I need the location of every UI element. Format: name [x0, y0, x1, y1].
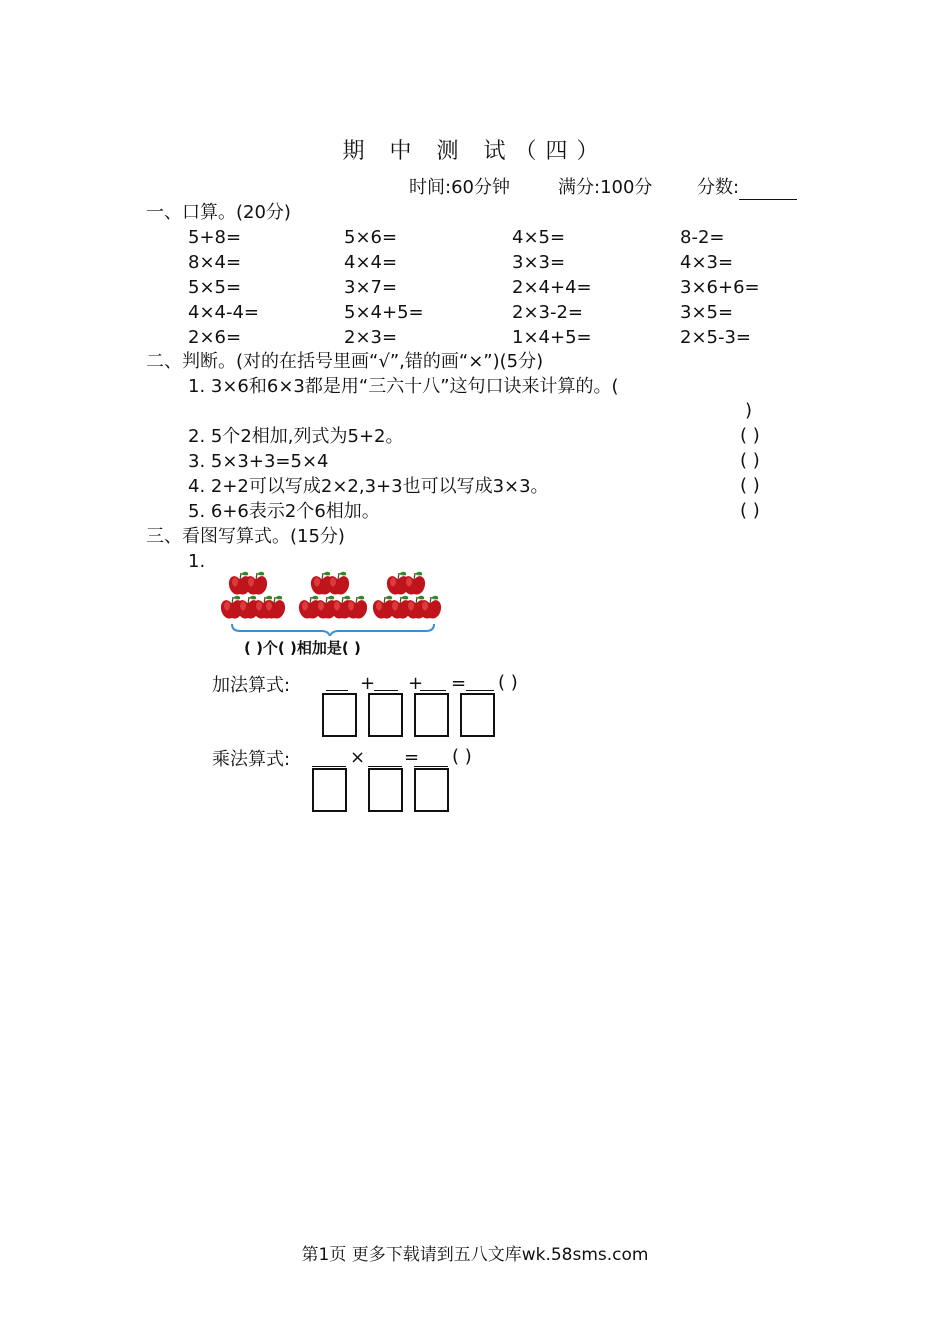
math-item: 4×4-4= — [188, 302, 260, 323]
underline — [326, 690, 348, 691]
answer-box[interactable] — [414, 693, 449, 737]
judge-item-1: 1. 3×6和6×3都是用“三六十八”这句口诀来计算的。( — [188, 376, 619, 397]
answer-paren-4[interactable]: ( ) — [740, 475, 760, 496]
score-blank[interactable] — [739, 181, 797, 200]
underline — [414, 766, 448, 767]
brace — [232, 624, 434, 636]
math-item: 2×5-3= — [680, 327, 752, 348]
answer-box[interactable] — [368, 693, 403, 737]
judge-item-5: 5. 6+6表示2个6相加。 — [188, 501, 380, 522]
plus-sign: + — [360, 673, 376, 694]
math-item: 3×7= — [344, 277, 398, 298]
full-score-label: 满分:100分 — [558, 177, 653, 198]
math-item: 2×3= — [344, 327, 398, 348]
page-title: 期 中 测 试（四） — [342, 139, 608, 164]
underline — [312, 766, 346, 767]
answer-paren-1[interactable]: ) — [745, 400, 753, 421]
answer-paren-5[interactable]: ( ) — [740, 500, 760, 521]
apples-illustration — [218, 568, 448, 636]
times-sign: × — [350, 747, 366, 768]
multiplication-label: 乘法算式: — [212, 749, 291, 770]
plus-sign: + — [408, 673, 424, 694]
judge-item-4: 4. 2+2可以写成2×2,3+3也可以写成3×3。 — [188, 476, 549, 497]
math-item: 5×5= — [188, 277, 242, 298]
section1-heading: 一、口算。(20分) — [146, 202, 291, 223]
underline — [420, 690, 446, 691]
addition-label: 加法算式: — [212, 675, 291, 696]
underline — [368, 766, 402, 767]
math-item: 5×6= — [344, 227, 398, 248]
image-caption: ( )个( )相加是( ) — [244, 639, 361, 657]
answer-box[interactable] — [460, 693, 495, 737]
equals-sign: = — [404, 747, 420, 768]
equals-sign: = — [451, 673, 467, 694]
answer-paren-3[interactable]: ( ) — [740, 450, 760, 471]
math-item: 8×4= — [188, 252, 242, 273]
math-item: 2×4+4= — [512, 277, 592, 298]
section2-heading: 二、判断。(对的在括号里画“√”,错的画“×”)(5分) — [146, 351, 544, 372]
math-item: 4×3= — [680, 252, 734, 273]
math-item: 5+8= — [188, 227, 242, 248]
score-field[interactable] — [697, 176, 797, 200]
math-item: 3×6+6= — [680, 277, 760, 298]
math-item: 3×3= — [512, 252, 566, 273]
math-item: 4×4= — [344, 252, 398, 273]
answer-box[interactable] — [312, 768, 347, 812]
underline — [374, 690, 398, 691]
math-item: 3×5= — [680, 302, 734, 323]
math-item: 5×4+5= — [344, 302, 424, 323]
answer-box[interactable] — [368, 768, 403, 812]
section3-heading: 三、看图写算式。(15分) — [146, 526, 345, 547]
math-item: 2×6= — [188, 327, 242, 348]
math-item: 8-2= — [680, 227, 725, 248]
underline — [466, 690, 494, 691]
addition-answer-paren[interactable]: ( ) — [498, 672, 518, 693]
multiplication-answer-paren[interactable]: ( ) — [452, 746, 472, 767]
math-item: 4×5= — [512, 227, 566, 248]
apple-group-1 — [221, 572, 285, 619]
math-item: 1×4+5= — [512, 327, 592, 348]
time-label: 时间:60分钟 — [409, 177, 510, 198]
math-item: 2×3-2= — [512, 302, 584, 323]
apple-group-3 — [373, 572, 441, 619]
page-footer: 第1页 更多下载请到五八文库wk.58sms.com — [301, 1245, 649, 1265]
judge-item-3: 3. 5×3+3=5×4 — [188, 451, 329, 472]
judge-item-2: 2. 5个2相加,列式为5+2。 — [188, 426, 404, 447]
answer-box[interactable] — [414, 768, 449, 812]
answer-paren-2[interactable]: ( ) — [740, 425, 760, 446]
answer-box[interactable] — [322, 693, 357, 737]
apple-group-2 — [299, 572, 367, 619]
score-label: 分数: — [697, 177, 740, 198]
question-number: 1. — [188, 551, 206, 572]
